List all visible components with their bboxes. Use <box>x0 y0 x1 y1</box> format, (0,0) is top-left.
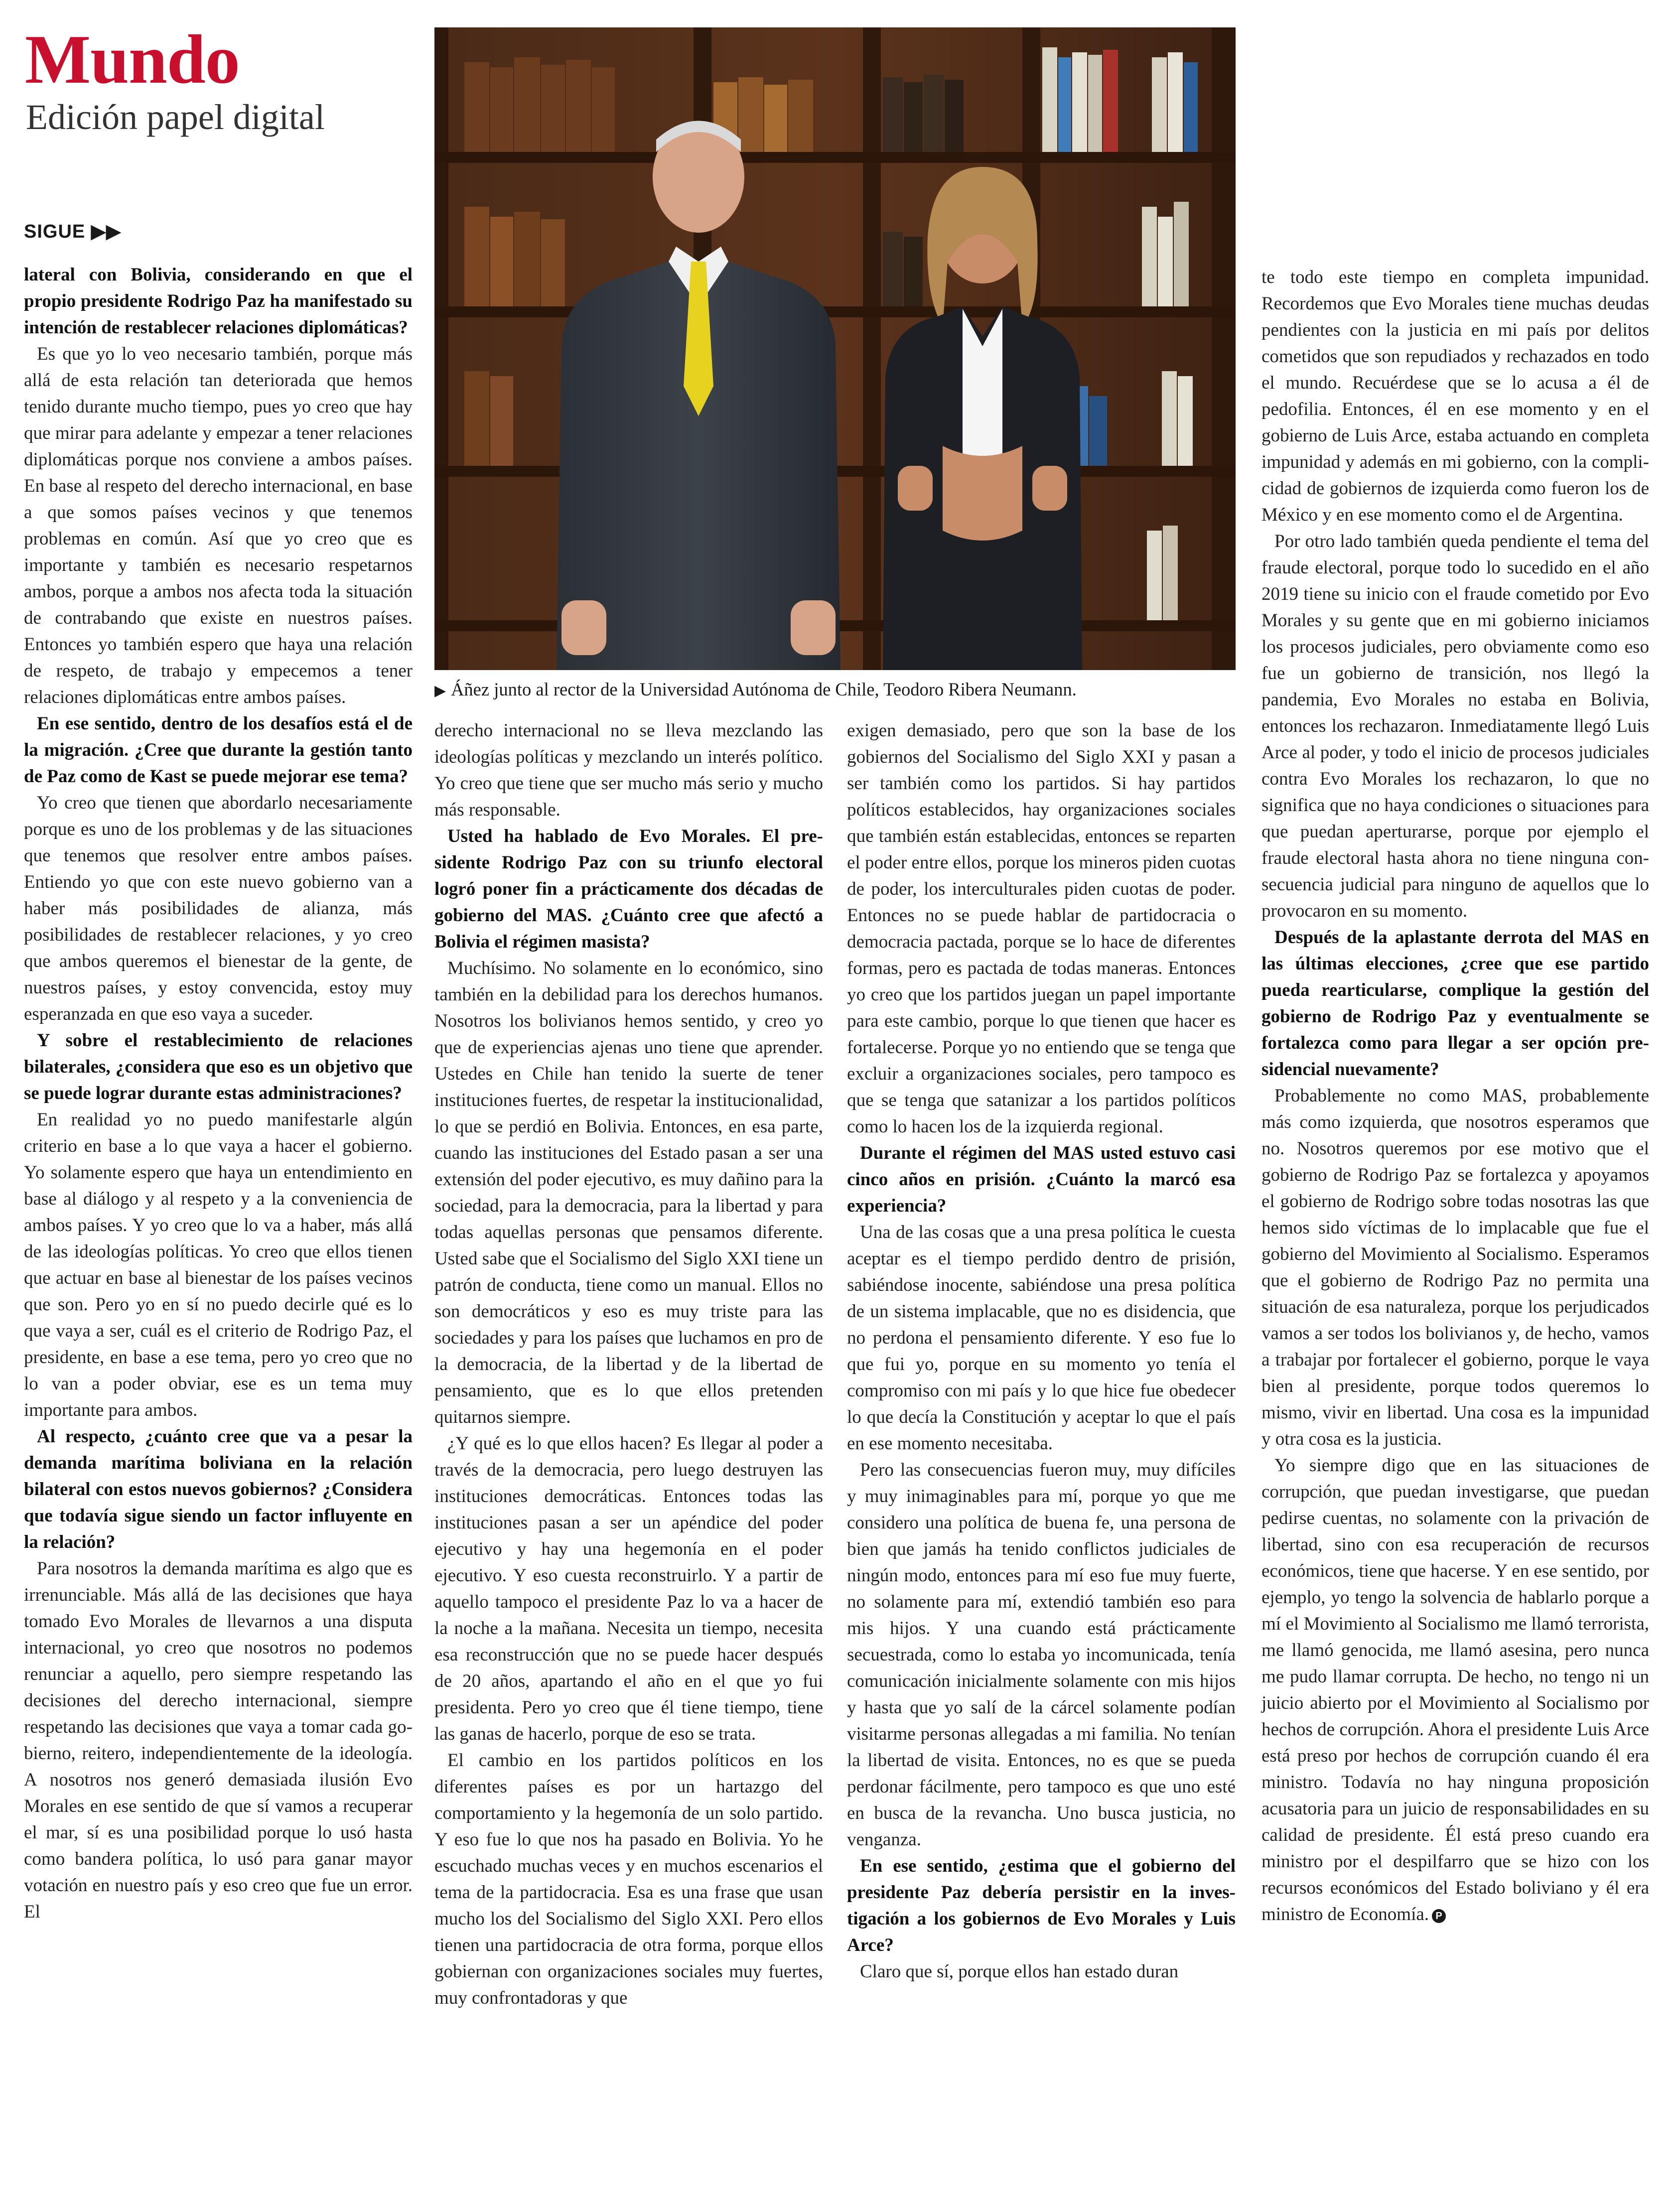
article-photo <box>434 27 1236 670</box>
interview-answer: Por otro lado también queda pendiente el tema del fraude electoral, porque todo lo sucedido en el año 2019 tiene su inicio con el fraude cometido por Evo Morales y su gente que en mi gobierno iniciamos los procesos judiciales, pero obviamente como eso fue un gobierno de transición, nos llegó la pandemia, Evo Morales no estaba en Bolivia, entonces los rechazaron. Inmediatamente llegó Luis Arce al poder, y todo el inicio de procesos judiciales contra Evo Morales los rechazaron, lo que no significa que no haya condiciones o situaciones para que puedan aperturarse, porque por ejemplo el fraude electoral hasta ahora no tiene ninguna consecuencia judicial para ninguno de aquellos que lo provocaron en su momento. <box>1261 531 1649 921</box>
section-title: Mundo <box>25 21 240 98</box>
article-column-4 <box>1261 264 1649 1928</box>
interview-question: Durante el régimen del MAS usted estuvo casi cinco años en prisión. ¿Cuánto la marcó esa experiencia? <box>847 1143 1236 1216</box>
interview-answer: Muchísimo. No solamente en lo económico, sino también en la debilidad para los derechos humanos. Nosotros los bolivianos hemos sentido, y creo yo que de experiencias ajenas uno tiene que aprender. Ustedes en Chile han tenido la suerte de tener instituciones fuertes, de respetar la institucionalidad, lo que se perdió en Bolivia. Entonces, en esa parte, cuando las instituciones del Estado pasan a ser una extensión del poder ejecutivo, es muy dañino para la sociedad, para la democracia, para la libertad y para todas aquellas personas que pensamos diferente. Usted sabe que el Socialismo del Siglo XXI tiene un patrón de conducta, tiene como un manual. Ellos no son democráticos y eso es muy triste para las sociedades y para los países que luchamos en pro de la democracia, de la libertad y de la libertad de pensamiento, que es lo que ellos pretenden quitarnos siempre. <box>434 958 823 1427</box>
interview-answer: te todo este tiempo en completa impunidad. Recordemos que Evo Morales tiene muchas deudas pendientes con la justicia en mi país por delitos cometidos que son repudiados y rechazados en todo el mundo. Recuérdese que se lo acusa a él de pedofilia. Entonces, él en ese momento y en el gobierno de Luis Arce, estaba actuando en completa impunidad y además en mi gobierno, con la complicidad de gobiernos de izquierda como fueron los de México y en ese momento como el de Argentina. <box>1261 267 1649 525</box>
interview-answer: Probablemente no como MAS, probablemente más como izquierda, que nosotros esperamos que no. Nosotros queremos por ese motivo que el gobierno de Rodrigo Paz se fortalezca y apoyamos el gobierno de Rodrigo sobre todas nosotras las que hemos sido víctimas de lo implacable que fue el gobierno del Movimiento al Socialismo. Esperamos que el gobierno de Rodrigo Paz no permita una situación de esa naturaleza, porque los perjudicados vamos a ser todos los bolivianos y, de hecho, vamos a trabajar por fortalecer el gobierno, porque le vaya bien al presidente, porque todos queremos lo mismo, vivir en libertad. Una cosa es la impunidad y otra cosa es la justicia. <box>1261 1086 1649 1449</box>
article-column-2 <box>434 717 823 2011</box>
interview-answer: Yo creo que tienen que abordarlo necesariamente porque es uno de los problemas y de las situaciones que tenemos que resolver entre ambos países. Entiendo yo que con este nuevo gobierno van a haber más posibilidades de alianza, más posibilidades de restablecer relaciones, y yo creo que ambos queremos el bienestar de la gente, de nuestros países, y estoy convencida, estoy muy esperanzada en que eso vaya a suceder. <box>24 793 413 1024</box>
interview-question: En ese sentido, dentro de los desafíos está el de la migración. ¿Cree que durante la gestión tanto de Paz como de Kast se puede mejorar ese tema? <box>24 713 413 787</box>
interview-answer: Claro que sí, porque ellos han estado duran <box>860 1961 1179 1982</box>
continued-marker: SIGUE ▶▶ <box>24 221 122 242</box>
interview-question: Al respecto, ¿cuánto cree que va a pesar la demanda marítima boliviana en la relación bilateral con estos nuevos gobiernos? ¿Considera que todavía sigue siendo un factor influyente en la relación? <box>24 1426 413 1552</box>
interview-answer: Una de las cosas que a una presa política le cuesta aceptar es el tiempo perdido dentro de prisión, sabiéndose inocente, sabiéndose una presa política de un sistema implacable, que no es disidencia, que no perdona el pensamiento diferente. Y eso fue lo que fui yo, porque en su momento yo tenía el compromiso con mi país y lo que hice fue obedecer lo que decía la Constitución y aceptar lo que el país en ese momento necesitaba. <box>847 1222 1236 1454</box>
photo-illustration <box>434 27 1236 670</box>
photo-caption <box>434 678 1236 703</box>
article-column-1 <box>24 262 413 1925</box>
interview-answer: El cambio en los partidos políticos en los diferentes países es por un hartazgo del comportamiento y la hegemonía de un solo partido. Y eso fue lo que nos ha pasado en Bolivia. Yo he escuchado muchas veces y en muchos escenarios el tema de la partidocracia. Esa es una frase que usan mucho los del Socialismo del Siglo XXI. Pero ellos tienen una partidocracia de otra forma, porque ellos gobiernan con organizaciones sociales muy fuertes, muy confrontadoras y que <box>434 1750 823 2008</box>
interview-answer: Es que yo lo veo necesario también, porque más allá de esta relación tan deteriorada que hemos tenido durante mucho tiempo, pues yo creo que hay que mirar para adelante y empezar a tener relaciones diplomáticas porque nos conviene a ambos países. En base al respeto del derecho internacional, en base a que somos países vecinos y que tenemos problemas en común. Así que yo creo que es importante y también es necesario respetarnos ambos, porque a ambos nos afecta toda la situación de contrabando que existe en nuestros países. Entonces yo también espero que haya una relación de respeto, de trabajo y empecemos a tener relaciones diplomáticas entre ambos países. <box>24 344 413 707</box>
interview-answer: Yo siempre digo que en las situaciones de corrupción, que puedan investigarse, que puedan pedirse cuentas, no solamente con la privación de libertad, sino con esa recuperación de recursos económicos, tiene que hacerse. Y en ese sentido, por ejemplo, yo tengo la solvencia de hablarlo porque a mí el Movimiento al Socialismo me llamó terrorista, me llamó genocida, me llamó asesina, pero nunca me pudo llamar corrupta. De hecho, no tengo ni un juicio abierto por el Movimiento al Socialismo por hechos de corrupción. Ahora el presidente Luis Arce está preso por hechos de corrupción cuando él era ministro. Todavía no hay ninguna proposición acusatoria para un juicio de responsabilidades en su calidad de presidente. Él está preso cuando era ministro por el despilfarro que se hizo con los recursos económicos del Estado boliviano y él era ministro de Economía. P <box>1261 1455 1649 1925</box>
interview-answer: Para nosotros la demanda marítima es algo que es irrenunciable. Más allá de las decisiones que haya tomado Evo Morales de llevarnos a una disputa internacional, yo creo que nosotros no podemos renunciar a aquello, pero siempre respetando las decisiones del derecho internacional, siempre respetando las decisiones que vaya a tomar cada gobierno, reitero, independientemente de la ideología. A nosotros nos generó demasiada ilusión Evo Morales en ese sentido de que sí vamos a recuperar el mar, sí es una posibilidad porque lo usó hasta como bandera política, lo usó para ganar mayor votación en nuestro país y eso creo que fue un error. El <box>24 1558 413 1922</box>
interview-question: Y sobre el restablecimiento de relaciones bilaterales, ¿considera que eso es un objetivo que se puede lograr durante estas administraciones? <box>24 1030 413 1103</box>
interview-question: En ese sentido, ¿estima que el gobierno del presidente Paz debería persistir en la investigación a los gobiernos de Evo Morales y Luis Arce? <box>847 1856 1236 1955</box>
interview-question: Después de la aplastante derrota del MAS en las últimas elecciones, ¿cree que ese partido pueda rearticularse, complique la gestión del gobierno de Rodrigo Paz y eventualmente se fortalezca como para llegar a ser opción presidencial nuevamente? <box>1261 927 1649 1080</box>
caption-arrow-icon: ▶ <box>434 683 446 699</box>
interview-answer: Pero las consecuencias fueron muy, muy difíciles y muy inimaginables para mí, porque yo que me considero una política de buena fe, una persona de bien que jamás ha tenido conflictos judiciales de ningún modo, entonces para mí eso fue muy fuerte, no solamente para mí, extendió también eso para mis hijos. Y una cuando está prácticamente secuestrada, como lo estaba yo incomunicada, tenía comunicación inicialmente solamente con mis hijos y hasta que yo salí de la cárcel solamente podían visitarme personas allegadas a mi familia. No tenían la libertad de visita. Entonces, no es que se pueda perdonar fácilmente, pero tampoco es que uno esté en busca de la revancha. Uno busca justicia, no venganza. <box>847 1460 1236 1850</box>
article-column-3 <box>847 717 1236 1985</box>
interview-answer: derecho internacional no se lleva mezclando las ideologías políticas y mezclando un interés político. Yo creo que tiene que ser mucho más serio y mucho más responsable. <box>434 720 823 820</box>
interview-answer: En realidad yo no puedo manifestarle algún criterio en base a lo que vaya a hacer el gobierno. Yo solamente espero que haya un entendimiento en base al diálogo y al respeto y a la conveniencia de ambos países. Y yo creo que lo va a haber, más allá de las ideologías políticas. Yo creo que ellos tienen que actuar en base al bienestar de los países vecinos que son. Pero yo en sí no puedo decirle qué es lo que vaya a ser, cuál es el criterio de Rodrigo Paz, el presidente, en base a ese tema, pero yo creo que no lo van a poder obviar, ese es un tema muy importante para ambos. <box>24 1109 413 1420</box>
interview-answer: ¿Y qué es lo que ellos hacen? Es llegar al poder a través de la democracia, pero luego destruyen las instituciones democráticas. Entonces todas las instituciones pasan a ser un apéndice del poder ejecutivo y hay una hegemonía en el poder ejecutivo. Y eso cuesta reconstruirlo. Y a partir de aquello tampoco el presidente Paz lo va a hacer de la noche a la mañana. Necesita un tiempo, necesita esa reconstrucción que no se puede hacer después de 20 años, apartando el año en el que yo fui presidenta. Pero yo creo que él tiene tiempo, tiene las ganas de hacerlo, porque de eso se trata. <box>434 1433 823 1744</box>
edition-subtitle: Edición papel digital <box>26 97 325 137</box>
end-of-article-icon: P <box>1432 1909 1446 1923</box>
caption-text: Áñez junto al rector de la Universidad Autónoma de Chile, Teodoro Ribera Neumann. <box>451 679 1077 699</box>
interview-question: Usted ha hablado de Evo Morales. El presidente Rodrigo Paz con su triunfo electoral logró poner fin a prácticamente dos décadas de gobierno del MAS. ¿Cuánto cree que afectó a Bolivia el régimen masista? <box>434 826 823 952</box>
interview-answer: exigen demasiado, pero que son la base de los gobiernos del Socialismo del Siglo XXI y pasan a ser también como los partidos. Si hay partidos políticos establecidos, hay organizaciones sociales que también están establecidas, entonces se reparten el poder entre ellos, porque los mineros piden cuotas de poder, los interculturales piden cuotas de poder. Entonces no se puede hablar de partidocracia o democracia pactada, porque se lo hace de diferentes formas, pero es pactada de todas maneras. Entonces yo creo que los partidos juegan un papel importante para este cambio, porque lo que tienen que hacer es fortalecerse. Porque yo no entiendo que se tenga que excluir a organizaciones sociales, pero tampoco es que se tenga que satanizar a los partidos políticos como lo hacen los de la izquierda regional. <box>847 720 1236 1137</box>
interview-question: lateral con Bolivia, considerando en que el propio presidente Rodrigo Paz ha manifestado su intención de restablecer relaciones diplomáticas? <box>24 265 413 338</box>
